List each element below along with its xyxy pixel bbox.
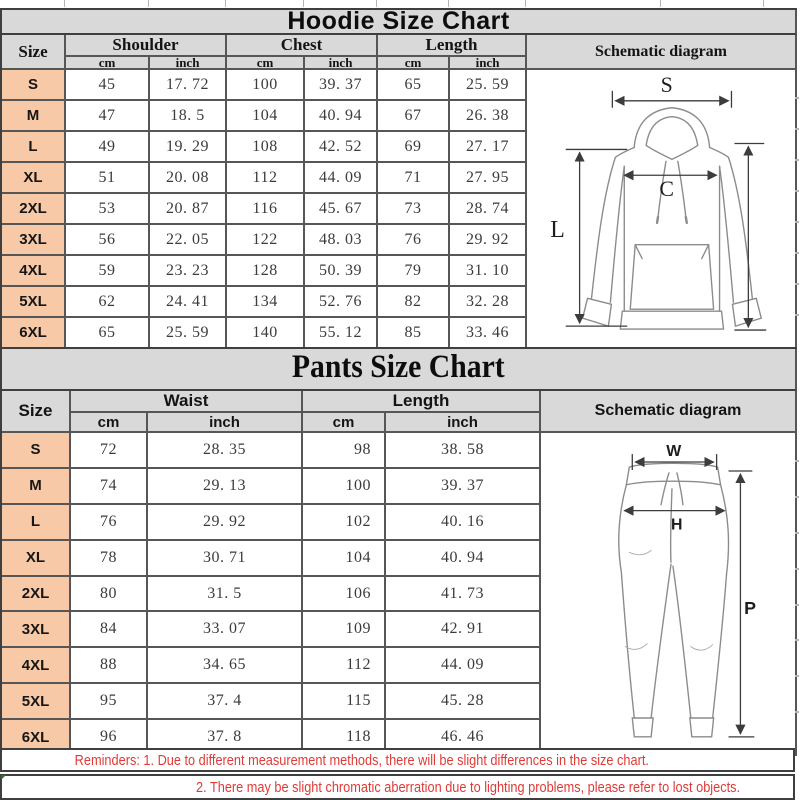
value-cell: 52. 76 [305, 287, 378, 318]
value-cell: 46. 46 [386, 720, 541, 756]
value-cell: 95 [71, 684, 148, 720]
unit-header-cm: cm [71, 413, 148, 433]
value-cell: 45. 28 [386, 684, 541, 720]
value-cell: 28. 35 [148, 433, 303, 469]
row-border-tick [795, 496, 799, 498]
pants-title-text: Pants Size Chart [292, 349, 505, 385]
column-header-waist: Waist [71, 391, 303, 413]
value-cell: 34. 65 [148, 648, 303, 684]
value-cell: 25. 59 [150, 318, 227, 349]
value-cell: 41. 73 [386, 577, 541, 613]
pants-size-table [0, 347, 797, 756]
value-cell: 40. 16 [386, 505, 541, 541]
size-cell: S [2, 70, 66, 101]
value-cell: 106 [303, 577, 386, 613]
value-cell: 122 [227, 225, 305, 256]
value-cell: 100 [303, 469, 386, 505]
value-cell: 65 [66, 318, 150, 349]
pants-schematic-diagram [541, 433, 797, 756]
size-cell: 4XL [2, 256, 66, 287]
value-cell: 128 [227, 256, 305, 287]
unit-header-inch: inch [386, 413, 541, 433]
unit-header-cm: cm [378, 57, 450, 70]
value-cell: 17. 72 [150, 70, 227, 101]
column-header-length: Length [303, 391, 541, 413]
value-cell: 65 [378, 70, 450, 101]
pants-outline [619, 463, 729, 737]
value-cell: 25. 59 [450, 70, 527, 101]
size-cell: 2XL [2, 194, 66, 225]
value-cell: 44. 09 [305, 163, 378, 194]
column-header-size: Size [2, 35, 66, 70]
waist-label: W [666, 443, 682, 461]
value-cell: 37. 4 [148, 684, 303, 720]
value-cell: 140 [227, 318, 305, 349]
value-cell: 42. 52 [305, 132, 378, 163]
value-cell: 108 [227, 132, 305, 163]
row-border-tick [795, 711, 799, 713]
unit-header-cm: cm [227, 57, 305, 70]
size-cell: 2XL [2, 577, 71, 613]
value-cell: 42. 91 [386, 612, 541, 648]
row-border-tick [795, 221, 799, 223]
size-cell: M [2, 469, 71, 505]
unit-header-cm: cm [303, 413, 386, 433]
value-cell: 39. 37 [386, 469, 541, 505]
value-cell: 45 [66, 70, 150, 101]
row-border-tick [795, 128, 799, 130]
value-cell: 26. 38 [450, 101, 527, 132]
value-cell: 82 [378, 287, 450, 318]
size-cell: XL [2, 541, 71, 577]
row-border-tick [795, 159, 799, 161]
size-cell: L [2, 132, 66, 163]
hoodie-schematic-diagram [527, 70, 797, 349]
unit-header-inch: inch [450, 57, 527, 70]
column-header-schematic: Schematic diagram [541, 391, 797, 433]
value-cell: 53 [66, 194, 150, 225]
column-header-chest: Chest [227, 35, 378, 57]
value-cell: 29. 92 [148, 505, 303, 541]
column-border-tick [64, 0, 65, 7]
chest-label: C [659, 177, 675, 202]
value-cell: 112 [227, 163, 305, 194]
row-border-tick [795, 283, 799, 285]
size-cell: 3XL [2, 612, 71, 648]
value-cell: 96 [71, 720, 148, 756]
value-cell: 80 [71, 577, 148, 613]
value-cell: 76 [378, 225, 450, 256]
column-header-shoulder: Shoulder [66, 35, 227, 57]
value-cell: 109 [303, 612, 386, 648]
value-cell: 72 [71, 433, 148, 469]
value-cell: 38. 58 [386, 433, 541, 469]
length-dimension [566, 149, 628, 326]
table-row [2, 433, 797, 469]
value-cell: 51 [66, 163, 150, 194]
value-cell: 33. 07 [148, 612, 303, 648]
value-cell: 56 [66, 225, 150, 256]
size-cell: 5XL [2, 684, 71, 720]
value-cell: 29. 92 [450, 225, 527, 256]
size-cell: M [2, 101, 66, 132]
value-cell: 28. 74 [450, 194, 527, 225]
hoodie-title: Hoodie Size Chart [2, 10, 797, 35]
value-cell: 29. 13 [148, 469, 303, 505]
size-cell: XL [2, 163, 66, 194]
value-cell: 84 [71, 612, 148, 648]
pants-length-label: P [744, 597, 757, 618]
value-cell: 104 [303, 541, 386, 577]
value-cell: 37. 8 [148, 720, 303, 756]
column-border-tick [225, 0, 226, 7]
value-cell: 59 [66, 256, 150, 287]
row-border-tick [795, 639, 799, 641]
column-border-tick [448, 0, 449, 7]
column-border-tick [763, 0, 764, 7]
value-cell: 45. 67 [305, 194, 378, 225]
column-border-tick [525, 0, 526, 7]
value-cell: 55. 12 [305, 318, 378, 349]
value-cell: 69 [378, 132, 450, 163]
value-cell: 24. 41 [150, 287, 227, 318]
value-cell: 48. 03 [305, 225, 378, 256]
row-border-tick [795, 460, 799, 462]
value-cell: 33. 46 [450, 318, 527, 349]
value-cell: 98 [303, 433, 386, 469]
row-border-tick [795, 604, 799, 606]
unit-header-cm: cm [66, 57, 150, 70]
value-cell: 27. 17 [450, 132, 527, 163]
value-cell: 49 [66, 132, 150, 163]
shoulder-label: S [660, 72, 674, 97]
value-cell: 118 [303, 720, 386, 756]
reminder-line-1 [0, 748, 795, 772]
kangaroo-pocket [630, 245, 713, 310]
value-cell: 22. 05 [150, 225, 227, 256]
row-border-tick [795, 252, 799, 254]
value-cell: 23. 23 [150, 256, 227, 287]
value-cell: 27. 95 [450, 163, 527, 194]
value-cell: 100 [227, 70, 305, 101]
value-cell: 18. 5 [150, 101, 227, 132]
value-cell: 39. 37 [305, 70, 378, 101]
reminder-line-2-text: 2. There may be slight chromatic aberration due to lighting problems, please refer to lost objects. [196, 778, 741, 796]
column-header-length: Length [378, 35, 527, 57]
value-cell: 73 [378, 194, 450, 225]
hoodie-schematic-drawing [528, 70, 794, 345]
length-label: L [550, 216, 566, 243]
row-border-tick [795, 568, 799, 570]
value-cell: 76 [71, 505, 148, 541]
pants-schematic-drawing [542, 433, 794, 752]
reminder-line-2 [0, 774, 795, 800]
value-cell: 112 [303, 648, 386, 684]
size-cell: 6XL [2, 318, 66, 349]
size-cell: 6XL [2, 720, 71, 756]
value-cell: 62 [66, 287, 150, 318]
value-cell: 20. 08 [150, 163, 227, 194]
value-cell: 104 [227, 101, 305, 132]
size-cell: L [2, 505, 71, 541]
unit-header-inch: inch [150, 57, 227, 70]
value-cell: 30. 71 [148, 541, 303, 577]
value-cell: 19. 29 [150, 132, 227, 163]
column-border-tick [148, 0, 149, 7]
table-row [2, 70, 797, 101]
column-border-tick [660, 0, 661, 7]
hip-label: H [670, 516, 683, 534]
row-border-tick [795, 314, 799, 316]
row-border-tick [795, 675, 799, 677]
value-cell: 31. 10 [450, 256, 527, 287]
value-cell: 71 [378, 163, 450, 194]
value-cell: 67 [378, 101, 450, 132]
value-cell: 79 [378, 256, 450, 287]
value-cell: 50. 39 [305, 256, 378, 287]
value-cell: 78 [71, 541, 148, 577]
row-border-tick [795, 532, 799, 534]
value-cell: 115 [303, 684, 386, 720]
size-cell: 4XL [2, 648, 71, 684]
value-cell: 116 [227, 194, 305, 225]
hoodie-outline [583, 108, 762, 329]
value-cell: 40. 94 [386, 541, 541, 577]
value-cell: 31. 5 [148, 577, 303, 613]
size-cell: 5XL [2, 287, 66, 318]
column-header-size: Size [2, 391, 71, 433]
unit-header-inch: inch [305, 57, 378, 70]
row-border-tick [795, 190, 799, 192]
value-cell: 47 [66, 101, 150, 132]
unit-header-inch: inch [148, 413, 303, 433]
value-cell: 40. 94 [305, 101, 378, 132]
value-cell: 74 [71, 469, 148, 505]
cell-flag-triangle [1, 775, 6, 780]
reminder-line-1-text: Reminders: 1. Due to different measurement methods, there will be slight differences in the size chart. [74, 751, 649, 769]
dimension-arrows [624, 454, 757, 737]
value-cell: 134 [227, 287, 305, 318]
value-cell: 88 [71, 648, 148, 684]
value-cell: 32. 28 [450, 287, 527, 318]
value-cell: 102 [303, 505, 386, 541]
size-cell: 3XL [2, 225, 66, 256]
column-header-schematic: Schematic diagram [527, 35, 797, 70]
column-border-tick [303, 0, 304, 7]
dimension-arrows [566, 91, 766, 330]
column-border-tick [376, 0, 377, 7]
value-cell: 85 [378, 318, 450, 349]
value-cell: 20. 87 [150, 194, 227, 225]
pants-title [2, 349, 797, 391]
size-cell: S [2, 433, 71, 469]
hoodie-size-table [0, 8, 797, 349]
row-border-tick [795, 97, 799, 99]
value-cell: 44. 09 [386, 648, 541, 684]
